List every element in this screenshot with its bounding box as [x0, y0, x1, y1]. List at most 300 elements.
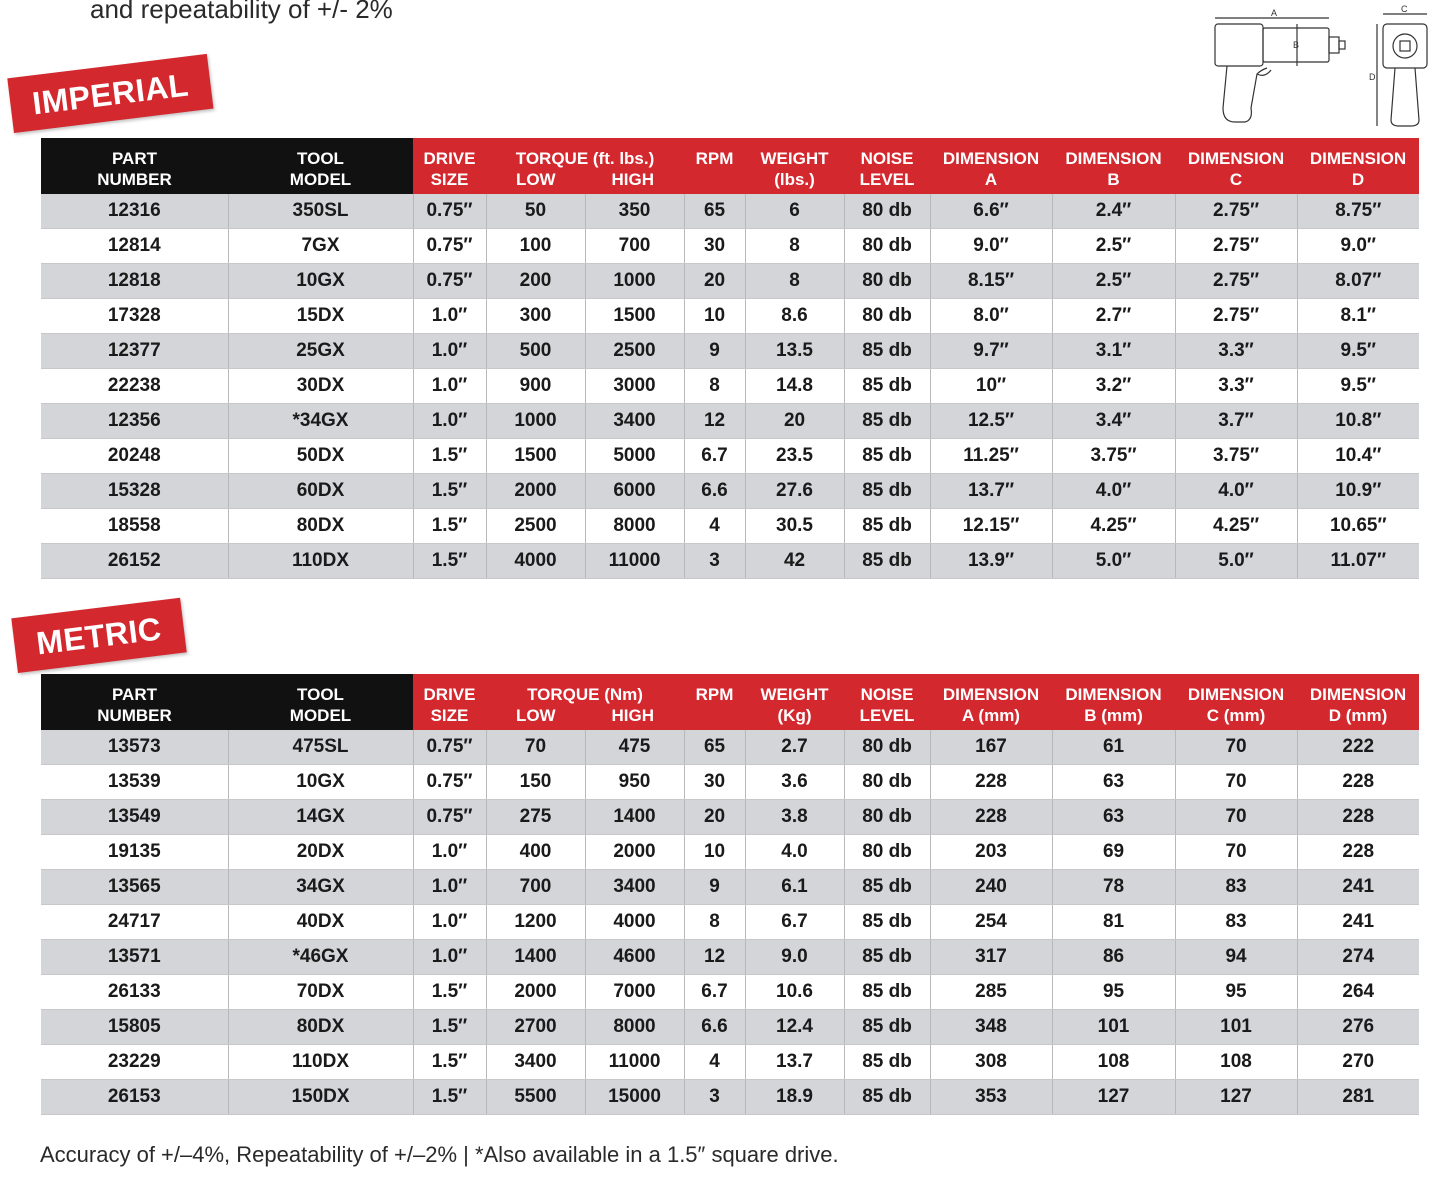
header-part-number: PART NUMBER	[41, 138, 228, 194]
cell-dimension-a: 13.7″	[930, 474, 1052, 509]
cell-dimension-d: 10.8″	[1297, 404, 1419, 439]
cell-weight: 3.8	[745, 800, 844, 835]
cell-dimension-d: 10.9″	[1297, 474, 1419, 509]
cell-dimension-b: 63	[1052, 765, 1175, 800]
cell-dimension-a: 254	[930, 905, 1052, 940]
cell-rpm: 9	[684, 870, 745, 905]
cell-weight: 18.9	[745, 1080, 844, 1115]
cell-noise-level: 85 db	[844, 1045, 930, 1080]
cell-dimension-d: 9.0″	[1297, 229, 1419, 264]
cell-dimension-b: 3.1″	[1052, 334, 1175, 369]
cell-tool-model: 475SL	[228, 730, 413, 765]
cell-dimension-b: 81	[1052, 905, 1175, 940]
cell-tool-model: 10GX	[228, 765, 413, 800]
header-noise-level: NOISE LEVEL	[844, 674, 930, 730]
cell-torque-high: 1500	[585, 299, 684, 334]
cell-dimension-a: 8.15″	[930, 264, 1052, 299]
cell-dimension-a: 8.0″	[930, 299, 1052, 334]
cell-dimension-c: 127	[1175, 1080, 1297, 1115]
cell-rpm: 8	[684, 905, 745, 940]
cell-noise-level: 85 db	[844, 474, 930, 509]
cell-part-number: 24717	[41, 905, 228, 940]
cell-weight: 13.7	[745, 1045, 844, 1080]
cell-rpm: 20	[684, 800, 745, 835]
metric-banner: METRIC	[11, 598, 186, 673]
cell-part-number: 26153	[41, 1080, 228, 1115]
cell-dimension-c: 101	[1175, 1010, 1297, 1045]
cell-part-number: 26133	[41, 975, 228, 1010]
cell-dimension-a: 167	[930, 730, 1052, 765]
cell-dimension-b: 69	[1052, 835, 1175, 870]
cell-weight: 6.1	[745, 870, 844, 905]
cell-weight: 9.0	[745, 940, 844, 975]
cell-part-number: 17328	[41, 299, 228, 334]
cell-noise-level: 80 db	[844, 730, 930, 765]
cell-part-number: 13571	[41, 940, 228, 975]
header-dimension-d: DIMENSION D (mm)	[1297, 674, 1419, 730]
cell-torque-low: 275	[486, 800, 585, 835]
cell-noise-level: 85 db	[844, 509, 930, 544]
cell-dimension-c: 108	[1175, 1045, 1297, 1080]
cell-weight: 6	[745, 194, 844, 229]
cell-dimension-c: 3.7″	[1175, 404, 1297, 439]
cell-weight: 8.6	[745, 299, 844, 334]
header-tool-model: TOOL MODEL	[228, 138, 413, 194]
dimension-label-c: C	[1401, 4, 1408, 14]
cell-dimension-c: 4.0″	[1175, 474, 1297, 509]
cell-noise-level: 80 db	[844, 229, 930, 264]
cell-dimension-c: 4.25″	[1175, 509, 1297, 544]
cell-dimension-a: 12.5″	[930, 404, 1052, 439]
cell-dimension-c: 83	[1175, 870, 1297, 905]
cell-torque-high: 5000	[585, 439, 684, 474]
cell-dimension-a: 228	[930, 800, 1052, 835]
cell-torque-high: 7000	[585, 975, 684, 1010]
cell-tool-model: 40DX	[228, 905, 413, 940]
cell-dimension-a: 348	[930, 1010, 1052, 1045]
header-dimension-c: DIMENSION C	[1175, 138, 1297, 194]
cell-rpm: 8	[684, 369, 745, 404]
table-row	[41, 404, 1419, 439]
cell-weight: 14.8	[745, 369, 844, 404]
cell-dimension-a: 228	[930, 765, 1052, 800]
cell-torque-high: 3400	[585, 870, 684, 905]
cell-dimension-a: 240	[930, 870, 1052, 905]
cell-part-number: 15805	[41, 1010, 228, 1045]
cell-drive-size: 1.5″	[413, 544, 486, 579]
cell-dimension-d: 9.5″	[1297, 369, 1419, 404]
table-row	[41, 264, 1419, 299]
cell-dimension-a: 12.15″	[930, 509, 1052, 544]
cell-weight: 12.4	[745, 1010, 844, 1045]
cell-rpm: 20	[684, 264, 745, 299]
cell-dimension-a: 9.7″	[930, 334, 1052, 369]
table-row	[41, 544, 1419, 579]
cell-dimension-c: 5.0″	[1175, 544, 1297, 579]
table-row	[41, 975, 1419, 1010]
table-row	[41, 509, 1419, 544]
cell-dimension-b: 4.25″	[1052, 509, 1175, 544]
cell-dimension-a: 203	[930, 835, 1052, 870]
cell-part-number: 13549	[41, 800, 228, 835]
cell-tool-model: 80DX	[228, 509, 413, 544]
cell-rpm: 6.6	[684, 1010, 745, 1045]
table-row	[41, 1010, 1419, 1045]
cell-dimension-b: 4.0″	[1052, 474, 1175, 509]
cell-torque-high: 950	[585, 765, 684, 800]
cell-torque-low: 150	[486, 765, 585, 800]
footnote: Accuracy of +/–4%, Repeatability of +/–2% | *Also available in a 1.5″ square drive.	[40, 1142, 839, 1167]
cell-weight: 30.5	[745, 509, 844, 544]
cell-dimension-b: 127	[1052, 1080, 1175, 1115]
cell-rpm: 3	[684, 544, 745, 579]
header-rpm: RPM	[684, 674, 745, 730]
dimension-label-b: B	[1293, 40, 1300, 50]
cell-drive-size: 1.0″	[413, 404, 486, 439]
cell-rpm: 65	[684, 730, 745, 765]
cell-drive-size: 0.75″	[413, 264, 486, 299]
cell-tool-model: 70DX	[228, 975, 413, 1010]
cell-noise-level: 85 db	[844, 404, 930, 439]
table-row	[41, 800, 1419, 835]
cell-tool-model: 110DX	[228, 1045, 413, 1080]
cell-torque-low: 200	[486, 264, 585, 299]
cell-torque-low: 2500	[486, 509, 585, 544]
cell-dimension-d: 11.07″	[1297, 544, 1419, 579]
cell-rpm: 10	[684, 299, 745, 334]
cell-dimension-c: 2.75″	[1175, 264, 1297, 299]
cell-dimension-d: 264	[1297, 975, 1419, 1010]
cell-part-number: 13539	[41, 765, 228, 800]
cell-rpm: 4	[684, 1045, 745, 1080]
cell-torque-low: 1400	[486, 940, 585, 975]
cell-part-number: 19135	[41, 835, 228, 870]
cell-weight: 42	[745, 544, 844, 579]
metric-header-row	[41, 674, 1419, 730]
cell-torque-low: 1000	[486, 404, 585, 439]
table-row	[41, 334, 1419, 369]
cell-dimension-c: 2.75″	[1175, 229, 1297, 264]
cell-part-number: 12356	[41, 404, 228, 439]
cell-dimension-a: 6.6″	[930, 194, 1052, 229]
cell-tool-model: 110DX	[228, 544, 413, 579]
cell-rpm: 65	[684, 194, 745, 229]
header-weight: WEIGHT (Kg)	[745, 674, 844, 730]
cell-dimension-d: 9.5″	[1297, 334, 1419, 369]
cell-tool-model: 34GX	[228, 870, 413, 905]
cell-torque-low: 300	[486, 299, 585, 334]
cell-part-number: 18558	[41, 509, 228, 544]
cell-part-number: 22238	[41, 369, 228, 404]
cell-part-number: 12316	[41, 194, 228, 229]
cell-weight: 8	[745, 264, 844, 299]
cell-tool-model: 10GX	[228, 264, 413, 299]
cell-rpm: 30	[684, 229, 745, 264]
cell-dimension-d: 270	[1297, 1045, 1419, 1080]
header-dimension-b: DIMENSION B	[1052, 138, 1175, 194]
cell-torque-high: 15000	[585, 1080, 684, 1115]
cell-dimension-d: 10.4″	[1297, 439, 1419, 474]
cell-noise-level: 80 db	[844, 765, 930, 800]
table-row	[41, 229, 1419, 264]
cell-drive-size: 1.5″	[413, 439, 486, 474]
cell-dimension-a: 353	[930, 1080, 1052, 1115]
cell-dimension-b: 95	[1052, 975, 1175, 1010]
header-torque: TORQUE (Nm) LOW HIGH	[486, 674, 684, 730]
cell-dimension-d: 241	[1297, 870, 1419, 905]
cell-torque-high: 8000	[585, 509, 684, 544]
table-row	[41, 439, 1419, 474]
cell-weight: 4.0	[745, 835, 844, 870]
header-dimension-a: DIMENSION A	[930, 138, 1052, 194]
cell-dimension-b: 2.5″	[1052, 229, 1175, 264]
cell-weight: 27.6	[745, 474, 844, 509]
cell-torque-low: 50	[486, 194, 585, 229]
cell-weight: 6.7	[745, 905, 844, 940]
cell-dimension-c: 95	[1175, 975, 1297, 1010]
cell-dimension-d: 274	[1297, 940, 1419, 975]
cell-torque-low: 900	[486, 369, 585, 404]
table-row	[41, 905, 1419, 940]
cell-dimension-d: 8.07″	[1297, 264, 1419, 299]
cell-noise-level: 80 db	[844, 299, 930, 334]
cell-torque-low: 5500	[486, 1080, 585, 1115]
cell-drive-size: 0.75″	[413, 800, 486, 835]
table-row	[41, 1080, 1419, 1115]
cell-torque-high: 3400	[585, 404, 684, 439]
cell-rpm: 4	[684, 509, 745, 544]
cell-tool-model: 350SL	[228, 194, 413, 229]
cell-part-number: 12818	[41, 264, 228, 299]
cell-tool-model: 25GX	[228, 334, 413, 369]
cell-part-number: 12377	[41, 334, 228, 369]
dimension-label-a: A	[1271, 8, 1278, 18]
cell-dimension-b: 86	[1052, 940, 1175, 975]
cell-tool-model: 20DX	[228, 835, 413, 870]
cell-torque-high: 8000	[585, 1010, 684, 1045]
cell-torque-low: 70	[486, 730, 585, 765]
cell-dimension-b: 101	[1052, 1010, 1175, 1045]
cell-noise-level: 85 db	[844, 544, 930, 579]
cell-dimension-d: 228	[1297, 835, 1419, 870]
cell-dimension-c: 3.75″	[1175, 439, 1297, 474]
cell-weight: 3.6	[745, 765, 844, 800]
cell-dimension-c: 70	[1175, 765, 1297, 800]
cell-noise-level: 80 db	[844, 194, 930, 229]
cell-torque-high: 2500	[585, 334, 684, 369]
cell-dimension-d: 228	[1297, 800, 1419, 835]
cell-torque-low: 2000	[486, 975, 585, 1010]
cell-rpm: 6.6	[684, 474, 745, 509]
cell-dimension-b: 3.75″	[1052, 439, 1175, 474]
cell-drive-size: 1.5″	[413, 509, 486, 544]
header-noise-level: NOISE LEVEL	[844, 138, 930, 194]
cell-dimension-d: 276	[1297, 1010, 1419, 1045]
table-row	[41, 940, 1419, 975]
cell-dimension-a: 13.9″	[930, 544, 1052, 579]
cell-torque-high: 475	[585, 730, 684, 765]
cell-drive-size: 1.5″	[413, 1080, 486, 1115]
cell-dimension-b: 2.7″	[1052, 299, 1175, 334]
dimension-label-d: D	[1369, 72, 1376, 82]
cell-torque-high: 700	[585, 229, 684, 264]
cell-dimension-a: 11.25″	[930, 439, 1052, 474]
cell-noise-level: 80 db	[844, 835, 930, 870]
cell-dimension-c: 70	[1175, 800, 1297, 835]
cell-part-number: 23229	[41, 1045, 228, 1080]
cell-noise-level: 80 db	[844, 264, 930, 299]
intro-text: and repeatability of +/- 2%	[90, 0, 393, 24]
cell-dimension-b: 78	[1052, 870, 1175, 905]
cell-torque-low: 2700	[486, 1010, 585, 1045]
cell-drive-size: 1.5″	[413, 1045, 486, 1080]
cell-dimension-b: 2.5″	[1052, 264, 1175, 299]
cell-drive-size: 1.0″	[413, 940, 486, 975]
cell-dimension-b: 61	[1052, 730, 1175, 765]
cell-dimension-c: 70	[1175, 835, 1297, 870]
cell-torque-high: 4000	[585, 905, 684, 940]
cell-rpm: 12	[684, 940, 745, 975]
cell-tool-model: 80DX	[228, 1010, 413, 1045]
table-row	[41, 299, 1419, 334]
cell-weight: 2.7	[745, 730, 844, 765]
cell-dimension-a: 317	[930, 940, 1052, 975]
cell-weight: 8	[745, 229, 844, 264]
cell-torque-high: 6000	[585, 474, 684, 509]
header-drive-size: DRIVE SIZE	[413, 138, 486, 194]
cell-part-number: 20248	[41, 439, 228, 474]
header-drive-size: DRIVE SIZE	[413, 674, 486, 730]
cell-drive-size: 1.0″	[413, 369, 486, 404]
cell-dimension-c: 3.3″	[1175, 334, 1297, 369]
cell-weight: 23.5	[745, 439, 844, 474]
cell-torque-high: 3000	[585, 369, 684, 404]
cell-dimension-a: 308	[930, 1045, 1052, 1080]
cell-dimension-d: 241	[1297, 905, 1419, 940]
cell-tool-model: *46GX	[228, 940, 413, 975]
cell-dimension-c: 70	[1175, 730, 1297, 765]
cell-dimension-d: 10.65″	[1297, 509, 1419, 544]
cell-dimension-a: 285	[930, 975, 1052, 1010]
cell-drive-size: 0.75″	[413, 765, 486, 800]
metric-table	[41, 674, 1419, 1115]
table-row	[41, 870, 1419, 905]
header-rpm: RPM	[684, 138, 745, 194]
imperial-header-row	[41, 138, 1419, 194]
cell-dimension-c: 2.75″	[1175, 194, 1297, 229]
header-dimension-a: DIMENSION A (mm)	[930, 674, 1052, 730]
cell-tool-model: *34GX	[228, 404, 413, 439]
cell-torque-low: 2000	[486, 474, 585, 509]
cell-dimension-c: 3.3″	[1175, 369, 1297, 404]
cell-noise-level: 85 db	[844, 975, 930, 1010]
cell-dimension-b: 5.0″	[1052, 544, 1175, 579]
table-row	[41, 1045, 1419, 1080]
cell-noise-level: 85 db	[844, 905, 930, 940]
cell-dimension-a: 9.0″	[930, 229, 1052, 264]
metric-table-body	[41, 730, 1419, 1115]
cell-tool-model: 7GX	[228, 229, 413, 264]
table-row	[41, 765, 1419, 800]
header-weight: WEIGHT (lbs.)	[745, 138, 844, 194]
cell-torque-high: 1400	[585, 800, 684, 835]
cell-noise-level: 85 db	[844, 1010, 930, 1045]
header-dimension-d: DIMENSION D	[1297, 138, 1419, 194]
cell-drive-size: 1.5″	[413, 474, 486, 509]
header-dimension-b: DIMENSION B (mm)	[1052, 674, 1175, 730]
cell-part-number: 13565	[41, 870, 228, 905]
header-part-number: PART NUMBER	[41, 674, 228, 730]
cell-noise-level: 85 db	[844, 1080, 930, 1115]
cell-dimension-d: 228	[1297, 765, 1419, 800]
cell-torque-high: 11000	[585, 544, 684, 579]
cell-rpm: 3	[684, 1080, 745, 1115]
cell-torque-high: 4600	[585, 940, 684, 975]
tool-dimension-drawing	[1205, 4, 1435, 132]
cell-noise-level: 80 db	[844, 800, 930, 835]
cell-tool-model: 14GX	[228, 800, 413, 835]
imperial-banner: IMPERIAL	[7, 54, 213, 133]
cell-dimension-b: 63	[1052, 800, 1175, 835]
cell-rpm: 12	[684, 404, 745, 439]
imperial-table	[41, 138, 1419, 579]
cell-torque-high: 350	[585, 194, 684, 229]
cell-drive-size: 1.0″	[413, 299, 486, 334]
cell-drive-size: 1.5″	[413, 975, 486, 1010]
table-row	[41, 369, 1419, 404]
cell-noise-level: 85 db	[844, 334, 930, 369]
cell-dimension-a: 10″	[930, 369, 1052, 404]
cell-torque-low: 4000	[486, 544, 585, 579]
cell-rpm: 10	[684, 835, 745, 870]
cell-torque-low: 100	[486, 229, 585, 264]
cell-torque-high: 1000	[585, 264, 684, 299]
cell-noise-level: 85 db	[844, 369, 930, 404]
cell-torque-low: 500	[486, 334, 585, 369]
cell-dimension-c: 2.75″	[1175, 299, 1297, 334]
cell-dimension-c: 94	[1175, 940, 1297, 975]
cell-dimension-d: 8.1″	[1297, 299, 1419, 334]
cell-part-number: 13573	[41, 730, 228, 765]
cell-dimension-b: 3.2″	[1052, 369, 1175, 404]
table-row	[41, 835, 1419, 870]
cell-rpm: 6.7	[684, 439, 745, 474]
cell-drive-size: 1.0″	[413, 334, 486, 369]
header-tool-model: TOOL MODEL	[228, 674, 413, 730]
cell-drive-size: 1.5″	[413, 1010, 486, 1045]
cell-dimension-d: 8.75″	[1297, 194, 1419, 229]
cell-weight: 20	[745, 404, 844, 439]
cell-dimension-d: 281	[1297, 1080, 1419, 1115]
cell-tool-model: 15DX	[228, 299, 413, 334]
table-row	[41, 730, 1419, 765]
cell-tool-model: 30DX	[228, 369, 413, 404]
cell-drive-size: 0.75″	[413, 194, 486, 229]
cell-torque-high: 2000	[585, 835, 684, 870]
cell-rpm: 30	[684, 765, 745, 800]
cell-torque-low: 700	[486, 870, 585, 905]
cell-dimension-b: 3.4″	[1052, 404, 1175, 439]
cell-torque-low: 3400	[486, 1045, 585, 1080]
cell-dimension-c: 83	[1175, 905, 1297, 940]
cell-noise-level: 85 db	[844, 439, 930, 474]
cell-drive-size: 0.75″	[413, 730, 486, 765]
cell-dimension-d: 222	[1297, 730, 1419, 765]
table-row	[41, 194, 1419, 229]
cell-weight: 13.5	[745, 334, 844, 369]
header-dimension-c: DIMENSION C (mm)	[1175, 674, 1297, 730]
cell-noise-level: 85 db	[844, 870, 930, 905]
